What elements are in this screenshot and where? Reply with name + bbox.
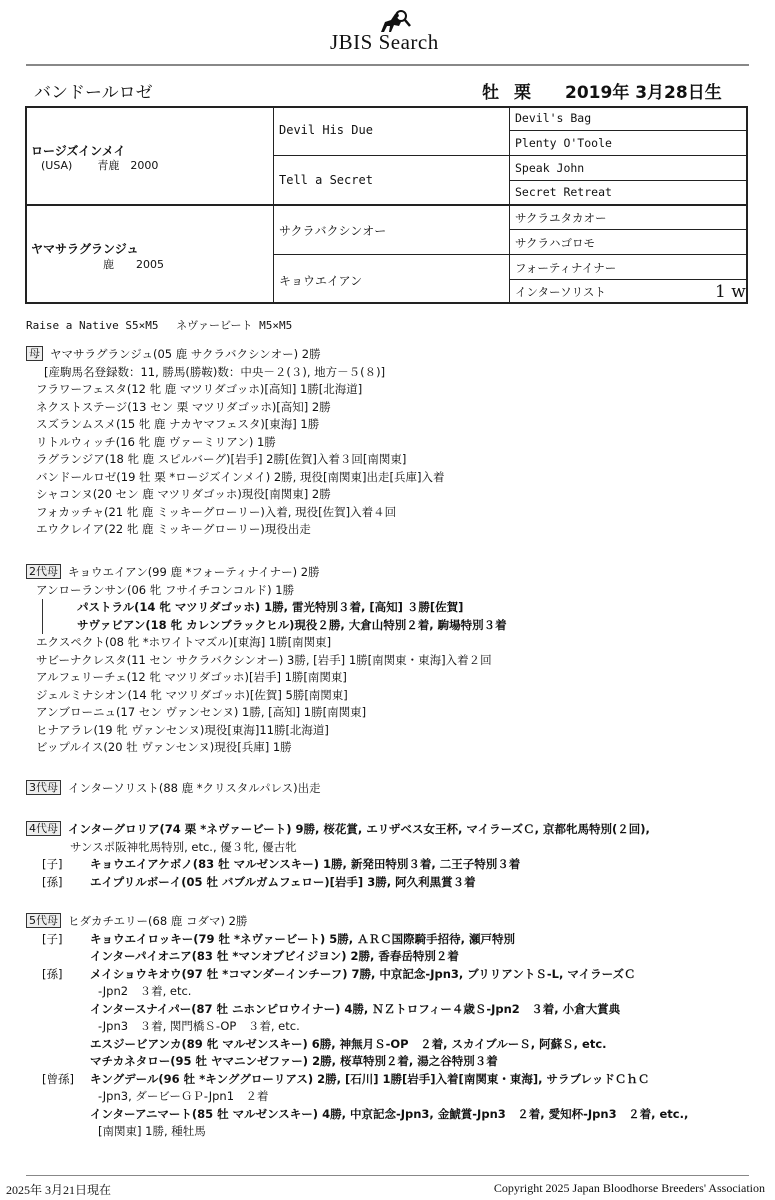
list-item[interactable]: シャコンヌ(20 セン 鹿 マツリダゴッホ)現役[南関東] 2勝 bbox=[36, 487, 331, 501]
footer-date: 2025年 3月21日現在 bbox=[6, 1183, 112, 1197]
list-item[interactable]: キョウエイロッキー(79 牡 *ネヴァービート) 5勝, ＡＲＣ国際騎手招待, 瀬戸特別 bbox=[90, 931, 515, 946]
label-child: [子] bbox=[42, 931, 63, 946]
fifth-dam-section bbox=[26, 913, 688, 1141]
list-item[interactable]: インターパイオニア(83 牡 *マンオブビイジヨン) 2勝, 香春岳特別２着 bbox=[90, 949, 459, 963]
list-item[interactable]: キングデール(96 牡 *キンググローリアス) 2勝, [石川] 1勝[岩手]入着[南関東・東海], サラブレッドＣｈＣ bbox=[90, 1071, 650, 1086]
pedigree-gen3-5[interactable]: サクラユタカオー bbox=[515, 211, 607, 225]
second-dam-summary: キョウエイアン(99 鹿 *フォーティナイナー) 2勝 bbox=[68, 565, 320, 579]
label-grandchild: [孫] bbox=[42, 874, 63, 889]
footer-divider bbox=[26, 1175, 749, 1176]
dam-section bbox=[26, 346, 444, 539]
list-item[interactable]: キョウエイアケボノ(83 牡 マルゼンスキー) 1勝, 新発田特別３着, 二王子特別３着 bbox=[90, 857, 521, 871]
sire-origin: (USA) bbox=[41, 159, 73, 172]
list-item[interactable]: サヴァビアン(18 牝 カレンブラックヒル)現役２勝, 大倉山特別２着, 駒場特別３着 bbox=[42, 617, 507, 635]
pedigree-table bbox=[25, 106, 748, 304]
inbreeding-info: Raise a Native S5×M5 ネヴァービート M5×M5 bbox=[26, 319, 293, 332]
jbis-logo[interactable] bbox=[330, 8, 460, 52]
horse-birth-date: 2019年 3月28日生 bbox=[565, 83, 722, 103]
pedigree-gen3-2[interactable]: Plenty O'Toole bbox=[515, 136, 612, 150]
pedigree-gen3-7[interactable]: フォーティナイナー bbox=[515, 261, 617, 275]
fourth-dam-summary-cont: サンスポ阪神牝馬特別, etc., 優３牝, 優古牝 bbox=[70, 839, 297, 854]
list-item-cont: -Jpn3, ダービーＧＰ-Jpn1 ２着 bbox=[98, 1089, 269, 1103]
list-item[interactable]: パストラル(14 牝 マツリダゴッホ) 1勝, 雷光特別３着, [高知] ３勝[佐賀] bbox=[42, 599, 507, 617]
label-great-grandchild: [曾孫] bbox=[42, 1071, 74, 1086]
fourth-dam-section bbox=[26, 821, 650, 891]
pedigree-dam-dam[interactable]: キョウエイアン bbox=[279, 274, 363, 288]
list-item[interactable]: エクスペクト(08 牝 *ホワイトマズル)[東海] 1勝[南関東] bbox=[36, 635, 332, 649]
pedigree-sire-dam[interactable]: Tell a Secret bbox=[279, 173, 373, 187]
header-divider bbox=[26, 64, 749, 66]
pedigree-gen3-1[interactable]: Devil's Bag bbox=[515, 111, 592, 125]
list-item[interactable]: エウクレイア(22 牝 鹿 ミッキーグローリー)現役出走 bbox=[36, 522, 311, 536]
sire-name[interactable]: ロージズインメイ bbox=[31, 144, 126, 158]
pedigree-sire-sire[interactable]: Devil His Due bbox=[279, 123, 373, 137]
list-item[interactable]: アルフェリーチェ(12 牝 マツリダゴッホ)[岩手] 1勝[南関東] bbox=[36, 670, 347, 684]
list-item[interactable]: フラワーフェスタ(12 牝 鹿 マツリダゴッホ)[高知] 1勝[北海道] bbox=[36, 382, 363, 396]
fifth-dam-summary: ヒダカチエリー(68 鹿 コダマ) 2勝 bbox=[68, 914, 248, 928]
list-item[interactable]: ビップルイス(20 牡 ヴァンセンヌ)現役[兵庫] 1勝 bbox=[36, 740, 292, 754]
list-item[interactable]: フォカッチャ(21 牝 鹿 ミッキーグローリー)入着, 現役[佐賀]入着４回 bbox=[36, 504, 397, 519]
list-item[interactable]: エスジービアンカ(89 牝 マルゼンスキー) 6勝, 神無月Ｓ-OP ２着, スカイブルーＳ, 阿蘇Ｓ, etc. bbox=[90, 1036, 607, 1051]
list-item[interactable]: ラグランジア(18 牝 鹿 スピルバーグ)[岩手] 2勝[佐賀]入着３回[南関東] bbox=[36, 452, 407, 466]
pedigree-gen3-4[interactable]: Secret Retreat bbox=[515, 185, 612, 199]
horse-sex: 牡 bbox=[482, 83, 499, 103]
pedigree-gen3-6[interactable]: サクラハゴロモ bbox=[515, 236, 596, 250]
section-tag-3rd-dam: 3代母 bbox=[26, 780, 61, 795]
list-item[interactable]: スズランムスメ(15 牝 鹿 ナカヤマフェスタ)[東海] 1勝 bbox=[36, 417, 320, 431]
list-item-cont: [南関東] 1勝, 種牡馬 bbox=[98, 1124, 206, 1138]
logo-text: JBIS Search bbox=[330, 30, 439, 54]
list-item[interactable]: ネクストステージ(13 セン 栗 マツリダゴッホ)[高知] 2勝 bbox=[36, 399, 331, 414]
pedigree-gen3-8[interactable]: インターソリスト bbox=[515, 285, 606, 299]
dam-color-year: 鹿 2005 bbox=[103, 258, 164, 271]
family-number: 1 w bbox=[715, 282, 746, 302]
horse-color: 栗 bbox=[514, 83, 531, 103]
list-item[interactable]: バンドールロゼ(19 牡 栗 *ロージズインメイ) 2勝, 現役[南関東]出走[兵庫]入着 bbox=[36, 469, 445, 484]
label-grandchild: [孫] bbox=[42, 966, 63, 981]
label-child: [子] bbox=[42, 857, 63, 871]
list-item-cont: -Jpn2 ３着, etc. bbox=[98, 984, 192, 998]
dam-name[interactable]: ヤマサラグランジュ bbox=[31, 242, 139, 256]
list-item[interactable]: マチカネタロー(95 牡 ヤマニンゼファー) 2勝, 桜草特別２着, 湯之谷特別３着 bbox=[90, 1054, 498, 1068]
list-item[interactable]: サビーナクレスタ(11 セン サクラバクシンオー) 3勝, [岩手] 1勝[南関東・東海]入着２回 bbox=[36, 652, 492, 667]
sire-color-year: 青鹿 2000 bbox=[97, 159, 159, 172]
section-tag-4th-dam: 4代母 bbox=[26, 821, 61, 836]
fourth-dam-summary[interactable]: インターグロリア(74 栗 *ネヴァービート) 9勝, 桜花賞, エリザベス女王杯, マイラーズＣ, 京都牝馬特別(２回), bbox=[68, 822, 650, 836]
list-item[interactable]: メイショウキオウ(97 牡 *コマンダーインチーフ) 7勝, 中京記念-Jpn3, ブリリアントＳ-L, マイラーズＣ bbox=[90, 966, 636, 981]
third-dam-summary[interactable]: インターソリスト(88 鹿 *クリスタルパレス)出走 bbox=[68, 781, 321, 795]
list-item[interactable]: ヒナアラレ(19 牝 ヴァンセンヌ)現役[東海]11勝[北海道] bbox=[36, 722, 329, 737]
pedigree-dam-sire[interactable]: サクラバクシンオー bbox=[279, 224, 387, 238]
list-item[interactable]: ジェルミナシオン(14 牝 マツリダゴッホ)[佐賀] 5勝[南関東] bbox=[36, 687, 348, 702]
list-item[interactable]: アンブローニュ(17 セン ヴァンセンヌ) 1勝, [高知] 1勝[南関東] bbox=[36, 705, 367, 719]
list-item-cont: -Jpn3 ３着, 関門橋Ｓ-OP ３着, etc. bbox=[98, 1019, 300, 1033]
section-tag-2nd-dam: 2代母 bbox=[26, 564, 61, 579]
pedigree-gen3-3[interactable]: Speak John bbox=[515, 161, 585, 175]
horse-name: バンドールロゼ bbox=[34, 83, 153, 103]
list-item[interactable]: アンローランサン(06 牝 フサイチコンコルド) 1勝 bbox=[36, 582, 295, 597]
second-dam-section bbox=[26, 564, 507, 757]
dam-summary: ヤマサラグランジュ(05 鹿 サクラバクシンオー) 2勝 bbox=[50, 347, 321, 361]
list-item[interactable]: エイプリルボーイ(05 牡 バブルガムフェロー)[岩手] 3勝, 阿久利黒賞３着 bbox=[90, 874, 476, 889]
section-tag-5th-dam: 5代母 bbox=[26, 913, 61, 928]
dam-produce-stats: [産駒馬名登録数：11, 勝馬(勝鞍)数：中央－２(３), 地方－５(８)] bbox=[44, 364, 386, 379]
list-item[interactable]: リトルウィッチ(16 牝 鹿 ヴァーミリアン) 1勝 bbox=[36, 434, 276, 449]
section-tag-dam: 母 bbox=[26, 346, 43, 361]
footer-copyright: Copyright 2025 Japan Bloodhorse Breeders' Association bbox=[493, 1181, 765, 1195]
third-dam-section bbox=[26, 780, 321, 798]
list-item[interactable]: インタースナイパー(87 牡 ニホンピロウイナー) 4勝, ＮＺトロフィー４歳Ｓ-Jpn2 ３着, 小倉大賞典 bbox=[90, 1001, 621, 1016]
list-item[interactable]: インターアニマート(85 牡 マルゼンスキー) 4勝, 中京記念-Jpn3, 金鯱賞-Jpn3 ２着, 愛知杯-Jpn3 ２着, etc., bbox=[90, 1106, 689, 1121]
